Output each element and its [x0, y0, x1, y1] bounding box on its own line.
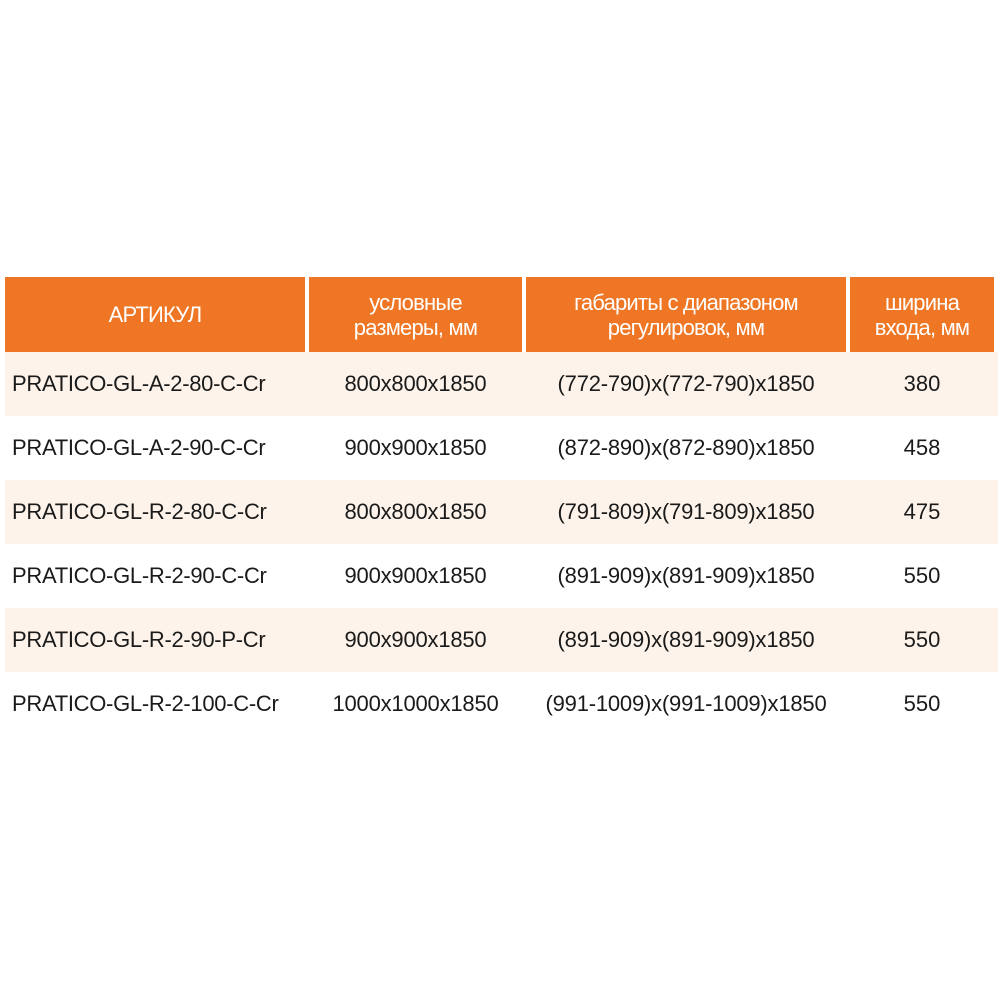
header-dimensions	[526, 277, 846, 352]
cell-dims: (891-909)x(891-909)x1850	[557, 627, 815, 652]
table-row	[5, 480, 998, 544]
header-entry-width	[850, 277, 994, 352]
header-dims-line2: регулировок, мм	[607, 314, 765, 340]
cell-entry: 550	[903, 627, 941, 652]
cell-dims: (872-890)x(872-890)x1850	[557, 435, 815, 460]
cell-entry: 475	[903, 499, 941, 524]
cell-entry: 458	[903, 435, 941, 460]
header-nominal-line2: размеры, мм	[353, 314, 478, 340]
table-row	[5, 416, 998, 480]
cell-dims: (891-909)x(891-909)x1850	[557, 563, 815, 588]
header-nominal-line1: условные	[369, 289, 462, 315]
header-article-label: АРТИКУЛ	[108, 302, 202, 327]
header-entry-line2: входа, мм	[874, 314, 970, 340]
cell-article: PRATICO-GL-R-2-100-C-Cr	[12, 691, 279, 716]
cell-entry: 380	[903, 371, 941, 396]
table-row	[5, 352, 998, 416]
cell-dims: (991-1009)x(991-1009)x1850	[545, 691, 827, 716]
cell-article: PRATICO-GL-R-2-90-C-Cr	[12, 563, 267, 588]
cell-entry: 550	[903, 691, 941, 716]
cell-article: PRATICO-GL-R-2-90-P-Cr	[12, 627, 266, 652]
header-nominal-size	[309, 277, 522, 352]
cell-nominal: 900x900x1850	[344, 435, 487, 460]
cell-nominal: 1000x1000x1850	[332, 691, 499, 716]
product-table	[5, 277, 998, 736]
table-header	[5, 277, 998, 352]
cell-dims: (791-809)x(791-809)x1850	[557, 499, 815, 524]
table-row	[5, 544, 998, 608]
cell-article: PRATICO-GL-R-2-80-C-Cr	[12, 499, 267, 524]
table-row	[5, 672, 998, 736]
table-row	[5, 608, 998, 672]
cell-nominal: 900x900x1850	[344, 563, 487, 588]
cell-entry: 550	[903, 563, 941, 588]
header-article	[5, 277, 305, 352]
cell-article: PRATICO-GL-A-2-90-C-Cr	[12, 435, 266, 460]
cell-article: PRATICO-GL-A-2-80-C-Cr	[12, 371, 266, 396]
cell-nominal: 800x800x1850	[344, 371, 487, 396]
cell-nominal: 800x800x1850	[344, 499, 487, 524]
cell-dims: (772-790)x(772-790)x1850	[557, 371, 815, 396]
header-dims-line1: габариты с диапазоном	[574, 289, 798, 315]
header-entry-line1: ширина	[884, 289, 960, 315]
cell-nominal: 900x900x1850	[344, 627, 487, 652]
